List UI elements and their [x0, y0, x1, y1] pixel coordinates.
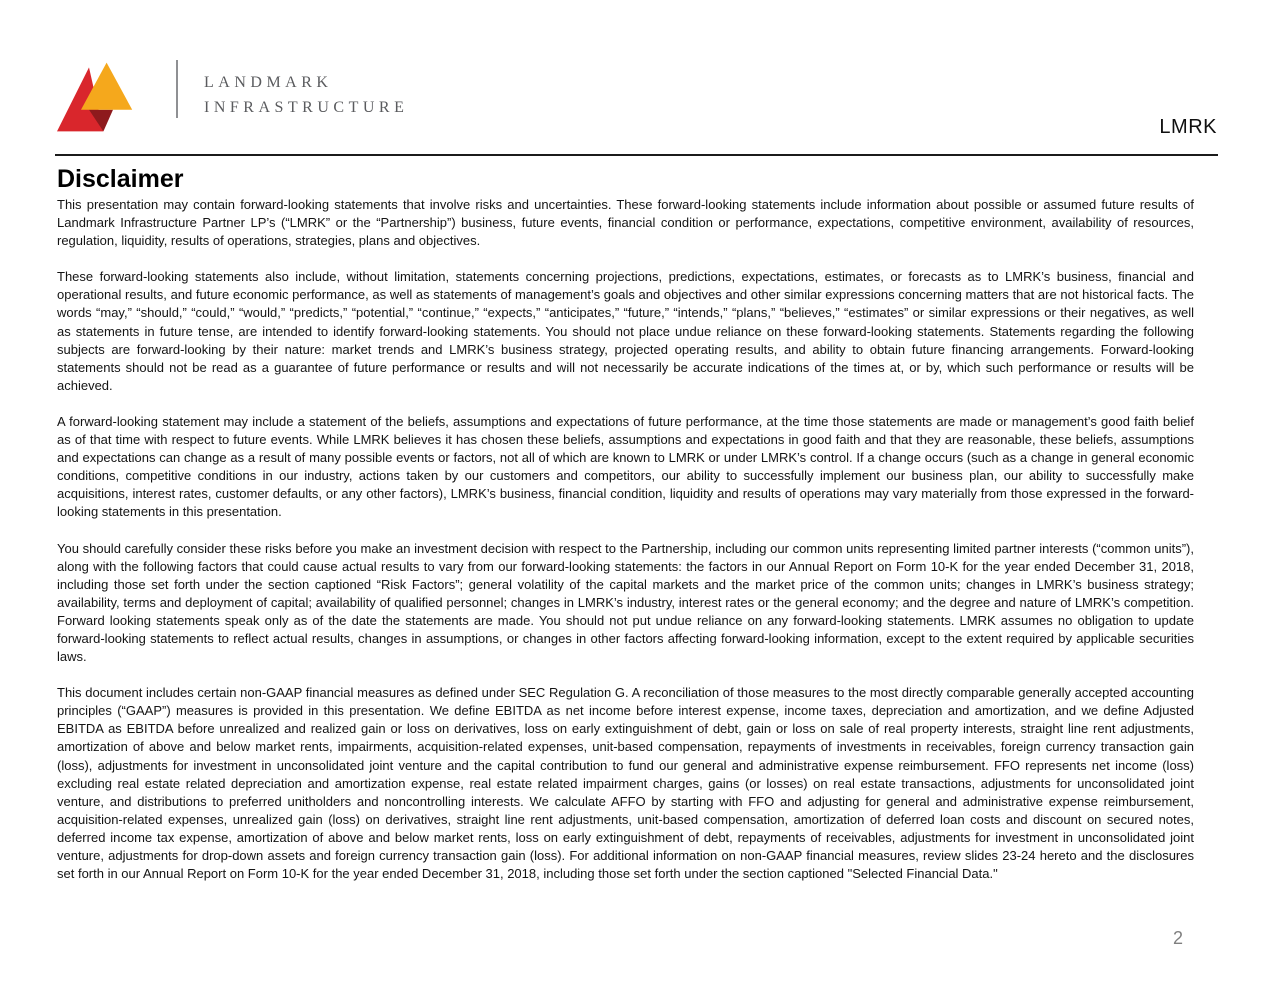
page-number: 2 — [1172, 928, 1183, 948]
header-rule — [55, 154, 1218, 156]
landmark-logo — [57, 56, 477, 138]
logo-divider — [176, 60, 178, 118]
landmark-triangles-icon — [57, 58, 137, 136]
logo-wordmark — [204, 70, 408, 120]
logo-wordmark-line1: LANDMARK — [204, 74, 333, 91]
ticker-symbol: LMRK — [1159, 116, 1217, 138]
paragraph-non-gaap-measures: This document includes certain non-GAAP financial measures as defined under SEC Regulation G. A reconciliation of those measures to the most directly comparable generally accepted accounting principles (“GAAP”) measures is provided in this presentation. We define EBITDA as net income before interest expense, income taxes, depreciation and amortization, and we define Adjusted EBITDA as EBITDA before unrealized and realized gain or loss on derivatives, loss on early extinguishment of debt, gain or loss on sale of real property interests, straight line rent adjustments, amortization of above and below market rents, impairments, acquisition-related expenses, unit-based compensation, repayments of investments in receivables, foreign currency transaction gain (loss), adjustments for investment in unconsolidated joint venture and the capital contribution to fund our general and administrative expense reimbursement. FFO represents net income (loss) excluding real estate related depreciation and amortization expense, real estate related impairment charges, gains (or losses) on real estate transactions, adjustments for unconsolidated joint venture, and distributions to preferred unitholders and noncontrolling interests. We calculate AFFO by starting with FFO and adjusting for general and administrative expense reimbursement, acquisition-related expenses, unrealized gain (loss) on derivatives, straight line rent adjustments, unit-based compensation, amortization of deferred loan costs and discount on secured notes, deferred income tax expense, amortization of above and below market rents, loss on early extinguishment of debt, repayments of receivables, adjustments for investment in unconsolidated joint venture, adjustments for drop-down assets and foreign currency transaction gain (loss). For additional information on non-GAAP financial measures, review slides 23-24 hereto and the disclosures set forth in our Annual Report on Form 10-K for the year ended December 31, 2018, including those set forth under the section captioned "Selected Financial Data." — [57, 685, 1194, 882]
paragraph-risk-factors: You should carefully consider these risks before you make an investment decision with respect to the Partnership, including our common units representing limited partner interests (“common units”), along with the following factors that could cause actual results to vary from our forward-looking statements: the factors in our Annual Report on Form 10-K for the year ended December 31, 2018, including those set forth under the section captioned “Risk Factors”; general volatility of the capital markets and the market price of the common units; changes in LMRK’s business strategy; availability, terms and deployment of capital; availability of qualified personnel; changes in LMRK’s industry, interest rates or the general economy; and the degree and nature of LMRK’s competition. Forward looking statements speak only as of the date the statements are made. You should not put undue reliance on any forward-looking statements. LMRK assumes no obligation to update forward-looking statements to reflect actual results, changes in assumptions, or changes in other factors affecting forward-looking information, except to the extent required by applicable securities laws. — [57, 540, 1194, 665]
disclaimer-body — [57, 196, 1194, 901]
logo-wordmark-line2: INFRASTRUCTURE — [204, 99, 409, 116]
paragraph-forward-looking-detail: These forward-looking statements also include, without limitation, statements concerning projections, predictions, expectations, estimates, or forecasts as to LMRK’s business, financial and operational results, and future economic performance, as well as statements of management’s goals and objectives and other similar expressions concerning matters that are not historical facts. The words “may,” “should,” “could,” “would,” “predicts,” “potential,” “continue,” “expects,” “anticipates,” “future,” “intends,” “plans,” “believes,” “estimates” or similar expressions or their negatives, as well as statements in future tense, are intended to identify forward-looking statements. You should not place undue reliance on these forward-looking statements. Statements regarding the following subjects are forward-looking by their nature: market trends and LMRK’s business strategy, projected operating results, and ability to obtain future financing arrangements. Forward-looking statements should not be read as a guarantee of future performance or results and will not necessarily be accurate indications of the times at, or by, which such performance or results will be achieved. — [57, 269, 1194, 393]
page-title: Disclaimer — [57, 165, 184, 193]
paragraph-forward-looking-intro: This presentation may contain forward-looking statements that involve risks and uncertainties. These forward-looking statements include information about possible or assumed future results of Landmark Infrastructure Partner LP’s (“LMRK” or the “Partnership”) business, future events, financial condition or performance, expectations, competitive environment, availability of resources, regulation, liquidity, results of operations, strategies, plans and objectives. — [57, 197, 1194, 249]
paragraph-beliefs-assumptions: A forward-looking statement may include a statement of the beliefs, assumptions and expectations of future performance, at the time those statements are made or management’s good faith belief as of that time with respect to future events. While LMRK believes it has chosen these beliefs, assumptions and expectations in good faith and that they are reasonable, these beliefs, assumptions and expectations can change as a result of many possible events or factors, not all of which are known to LMRK or under LMRK’s control. If a change occurs (such as a change in general economic conditions, competitive conditions in our industry, actions taken by our customers and competitors, our ability to successfully implement our business plan, our ability to successfully make acquisitions, interest rates, customer defaults, or any other factors), LMRK’s business, financial condition, liquidity and results of operations may vary materially from those expressed in the forward-looking statements in this presentation. — [57, 413, 1194, 520]
